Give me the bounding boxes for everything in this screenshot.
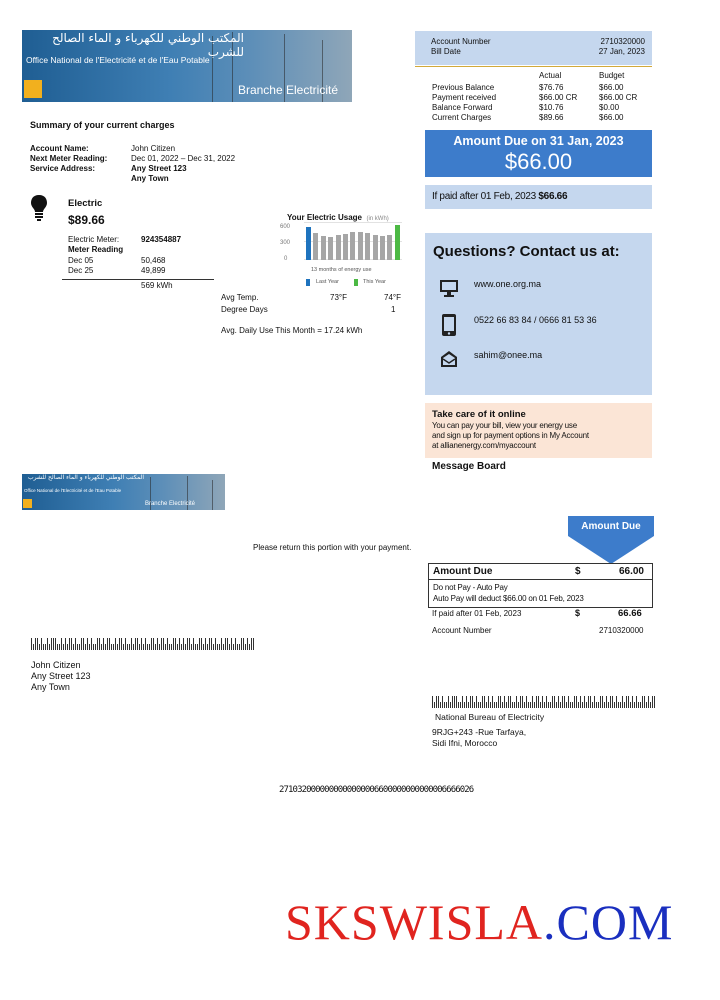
usage-chart	[280, 207, 410, 293]
summary-title: Summary of your current charges	[30, 120, 175, 130]
stub-logo-square	[23, 499, 32, 508]
stub-amount-table	[428, 563, 653, 608]
late-notice-text: If paid after 01 Feb, 2023	[432, 191, 539, 202]
bill-date-label: Bill Date	[431, 47, 461, 56]
usage-bar	[306, 227, 311, 260]
y-tick-label: 0	[284, 256, 288, 262]
stub-amount-due-label: Amount Due	[433, 566, 493, 577]
stub-late-currency: $	[575, 608, 581, 618]
legend-this-year-label: This Year	[363, 279, 386, 285]
header-banner	[22, 30, 352, 102]
account-name: John Citizen	[131, 144, 176, 153]
envelope-icon	[439, 349, 459, 374]
online-line: and sign up for payment options in My Account	[432, 431, 589, 440]
usage-bar	[387, 235, 392, 260]
balance-row-label: Previous Balance	[432, 83, 495, 92]
website-link[interactable]: www.one.org.ma	[474, 279, 542, 289]
customer-town: Any Town	[31, 682, 70, 692]
contact-title: Questions? Contact us at:	[433, 243, 620, 260]
usage-bar	[373, 235, 378, 260]
account-panel-rule	[415, 66, 652, 67]
service-address-label: Service Address:	[30, 164, 96, 173]
col-budget-header: Budget	[599, 71, 625, 80]
late-notice	[425, 185, 652, 209]
online-panel	[425, 403, 652, 458]
avg-temp-label: Avg Temp.	[221, 293, 259, 302]
y-tick-label: 300	[280, 240, 291, 246]
service-address-line: Any Town	[131, 174, 169, 183]
reading-date: Dec 05	[68, 256, 94, 265]
usage-bar	[350, 232, 355, 261]
payee-name: National Bureau of Electricity	[435, 712, 545, 722]
watermark-part2: .COM	[543, 894, 674, 950]
col-actual-header: Actual	[539, 71, 562, 80]
phone-icon	[441, 313, 457, 342]
bill-date: 27 Jan, 2023	[598, 47, 645, 56]
monitor-icon	[439, 279, 459, 302]
amount-due-arrow	[568, 516, 654, 564]
autopay-line: Do not Pay - Auto Pay	[433, 583, 508, 592]
balance-row-budget: $66.00	[599, 113, 624, 122]
usage-bar	[313, 233, 318, 260]
next-meter-range: Dec 01, 2022 – Dec 31, 2022	[131, 154, 236, 163]
chart-caption: 13 months of energy use	[311, 267, 372, 273]
account-name-label: Account Name:	[30, 144, 89, 153]
usage-bar	[343, 234, 348, 260]
contact-panel	[425, 233, 652, 395]
chart-plot-area	[304, 222, 402, 260]
readings-total-rule	[62, 279, 214, 280]
stub-late-label: If paid after 01 Feb, 2023	[432, 609, 522, 618]
readings-total: 569 kWh	[141, 281, 173, 290]
amount-due-value: $66.00	[504, 149, 573, 174]
usage-bar	[365, 233, 370, 260]
usage-bar	[358, 232, 363, 260]
watermark	[285, 893, 673, 951]
balance-row-budget: $0.00	[599, 103, 620, 112]
avg-temp-this-year: 74°F	[384, 293, 401, 302]
avg-temp-last-year: 73°F	[330, 293, 347, 302]
balance-row-label: Balance Forward	[432, 103, 493, 112]
payee-address-line: Sidi Ifni, Morocco	[432, 738, 498, 748]
online-title: Take care of it online	[432, 409, 526, 420]
electric-title: Electric	[68, 198, 103, 209]
account-panel	[415, 31, 652, 65]
balance-row-label: Current Charges	[432, 113, 492, 122]
stub-french-name: Office National de l'Electricité et de l'Eau Potable	[24, 488, 122, 493]
usage-bar	[321, 236, 326, 260]
amount-due-title: Amount Due on 31 Jan, 2023	[453, 134, 624, 148]
amount-due-arrow-label: Amount Due	[581, 521, 641, 532]
usage-bar	[336, 235, 341, 260]
chart-title: Your Electric Usage	[287, 213, 362, 222]
return-instruction: Please return this portion with your payment.	[253, 543, 412, 552]
avg-daily-use: Avg. Daily Use This Month = 17.24 kWh	[221, 326, 363, 335]
balance-row-actual: $66.00 CR	[539, 93, 578, 102]
stub-branch: Branche Electricité	[144, 501, 195, 507]
legend-last-year-swatch	[306, 279, 310, 286]
balance-table	[432, 71, 652, 131]
reading-value: 49,899	[141, 266, 166, 275]
customer-street: Any Street 123	[31, 671, 91, 681]
account-number-label: Account Number	[431, 37, 491, 46]
payee-barcode	[432, 690, 656, 704]
stub-currency: $	[575, 566, 581, 577]
balance-row-label: Payment received	[432, 93, 497, 102]
balance-row-budget: $66.00	[599, 83, 624, 92]
scan-line: 2710320000000000000006600000000000006666026	[279, 785, 474, 795]
electric-meter-label: Electric Meter:	[68, 235, 120, 244]
customer-barcode	[31, 632, 255, 646]
stub-amount-due: 66.00	[618, 566, 644, 577]
reading-date: Dec 25	[68, 266, 94, 275]
payee-address-line: 9RJG+243 -Rue Tarfaya,	[432, 727, 527, 737]
header-arabic-name: المكتب الوطني للكهرباء و الماء الصالح للشرب	[52, 31, 244, 59]
degree-days-value: 1	[391, 305, 396, 314]
electric-meter-number: 924354887	[141, 235, 182, 244]
balance-row-actual: $76.76	[539, 83, 564, 92]
stub-arabic-name: المكتب الوطني للكهرباء و الماء الصالح للشرب	[28, 474, 144, 481]
message-board-title: Message Board	[432, 461, 506, 472]
stub-account-number: 2710320000	[599, 626, 644, 635]
next-meter-label: Next Meter Reading:	[30, 154, 108, 163]
lightbulb-icon	[30, 194, 48, 227]
customer-name: John Citizen	[31, 660, 81, 670]
header-branch: Branche Electricité	[237, 83, 338, 97]
autopay-line: Auto Pay will deduct $66.00 on 01 Feb, 2023	[433, 594, 584, 603]
watermark-part1: SKSWISLA	[285, 894, 544, 950]
chart-unit: (in kWh)	[366, 216, 389, 222]
y-tick-label: 600	[280, 224, 291, 230]
amount-due-box	[425, 130, 652, 177]
usage-bar	[380, 236, 385, 260]
balance-row-actual: $10.76	[539, 103, 564, 112]
reading-value: 50,468	[141, 256, 166, 265]
legend-this-year-swatch	[354, 279, 358, 286]
meter-reading-label: Meter Reading	[68, 245, 124, 254]
online-line: at allianenergy.com/myaccount	[432, 441, 536, 450]
electric-amount: $89.66	[68, 213, 105, 227]
service-address-line: Any Street 123	[131, 164, 187, 173]
online-line: You can pay your bill, view your energy use	[432, 421, 577, 430]
account-number: 2710320000	[600, 37, 645, 46]
stub-account-label: Account Number	[432, 626, 492, 635]
usage-bar	[395, 225, 400, 260]
balance-row-budget: $66.00 CR	[599, 93, 638, 102]
logo-square	[24, 80, 42, 98]
email-link[interactable]: sahim@onee.ma	[474, 350, 543, 360]
degree-days-label: Degree Days	[221, 305, 268, 314]
legend-last-year-label: Last Year	[316, 279, 339, 285]
stub-banner	[22, 474, 225, 510]
stub-late-amount: 66.66	[618, 608, 642, 619]
balance-row-actual: $89.66	[539, 113, 564, 122]
phone-number: 0522 66 83 84 / 0666 81 53 36	[474, 315, 597, 325]
late-notice-amount: $66.66	[538, 191, 568, 202]
header-french-name: Office National de l'Electricité et de l'Eau Potable	[26, 55, 210, 65]
usage-bar	[328, 237, 333, 260]
